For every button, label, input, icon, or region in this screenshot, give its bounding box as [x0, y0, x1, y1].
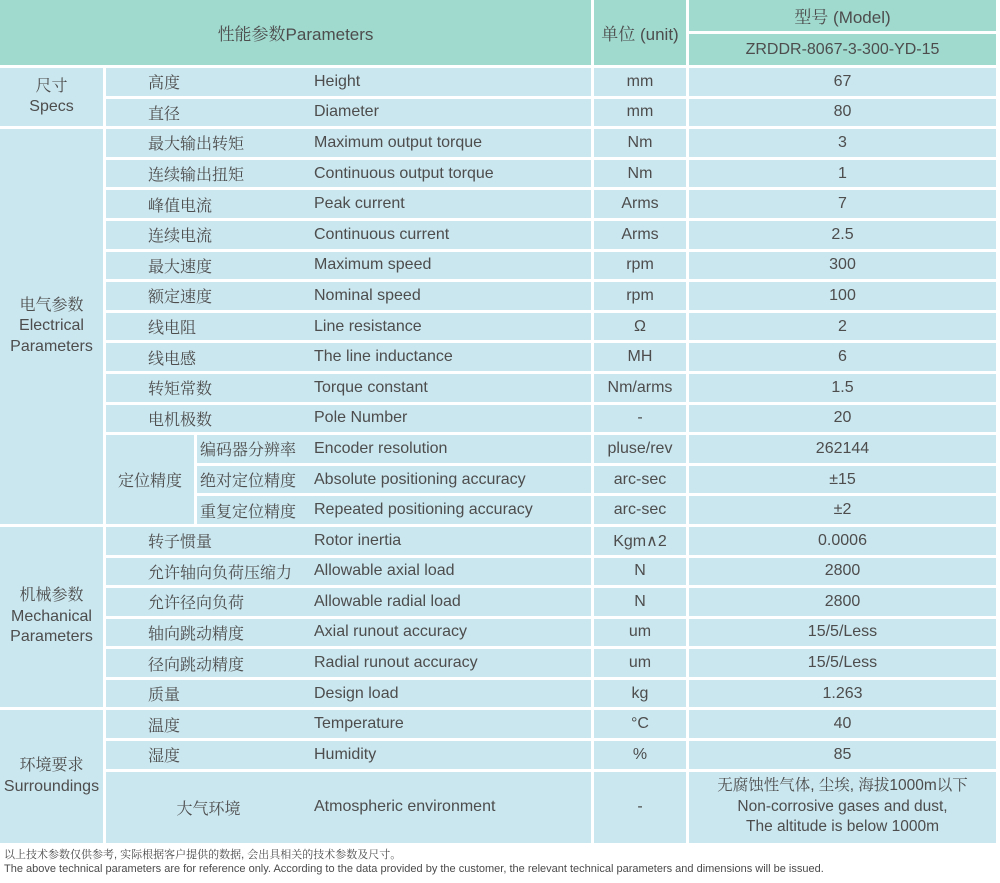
unit-cell: arc-sec — [594, 496, 686, 524]
unit-cell: pluse/rev — [594, 435, 686, 463]
value-cell: 1.5 — [689, 374, 996, 402]
param-en-label: Absolute positioning accuracy — [314, 470, 526, 488]
section-en-label: Surroundings — [3, 777, 100, 795]
param-cn-label: 直径 — [148, 105, 181, 123]
param-name-cell — [106, 619, 591, 647]
value-cell: 7 — [689, 190, 996, 218]
param-cn-label: 湿度 — [148, 748, 181, 766]
param-cn-label: 径向跳动精度 — [148, 656, 245, 674]
param-cn-label: 峰值电流 — [148, 197, 213, 215]
unit-cell: kg — [594, 680, 686, 708]
section-en-label: Specs — [29, 98, 74, 116]
param-en-label: Radial runout accuracy — [314, 654, 478, 672]
param-cn-label: 高度 — [148, 75, 181, 93]
param-name-cell — [106, 68, 591, 96]
param-name-cell — [106, 160, 591, 188]
param-en-label: Repeated positioning accuracy — [314, 501, 533, 519]
param-cn-label: 允许轴向负荷压缩力 — [148, 564, 293, 582]
param-en-label: Atmospheric environment — [314, 798, 496, 816]
unit-cell: Arms — [594, 221, 686, 249]
value-cell: 85 — [689, 741, 996, 769]
param-cn-label: 质量 — [148, 687, 181, 705]
footnote — [4, 848, 1000, 877]
value-cell: 1.263 — [689, 680, 996, 708]
unit-cell: mm — [594, 68, 686, 96]
param-cn-label: 最大速度 — [148, 258, 213, 276]
param-en-label: Temperature — [314, 715, 404, 733]
param-cn-label: 连续输出扭矩 — [148, 167, 245, 185]
param-cn-label: 编码器分辨率 — [200, 442, 297, 460]
section-cell-surroundings — [0, 710, 103, 842]
model-value: ZRDDR-8067-3-300-YD-15 — [689, 34, 996, 65]
section-cell-electrical — [0, 129, 103, 524]
param-en-label: Pole Number — [314, 409, 408, 427]
unit-cell: - — [594, 405, 686, 433]
value-cell: 40 — [689, 710, 996, 738]
param-en-label: Allowable axial load — [314, 562, 455, 580]
unit-cell: um — [594, 649, 686, 677]
param-name-cell — [106, 221, 591, 249]
section-cn-label: 环境要求 — [19, 757, 84, 775]
section-cn-label: 电气参数 — [19, 296, 84, 314]
param-cn-label: 转子惯量 — [148, 534, 213, 552]
unit-header: 单位 (unit) — [594, 0, 686, 65]
footnote-cn: 以上技术参数仅供参考, 实际根据客户提供的数据, 会出具相关的技术参数及尺寸。 — [4, 848, 402, 861]
unit-cell: % — [594, 741, 686, 769]
value-cell: 20 — [689, 405, 996, 433]
value-cell: 300 — [689, 252, 996, 280]
param-name-cell — [106, 527, 591, 555]
param-en-label: Maximum output torque — [314, 133, 483, 151]
param-en-label: Line resistance — [314, 317, 422, 335]
param-name-cell — [106, 282, 591, 310]
param-en-label: Maximum speed — [314, 256, 432, 274]
unit-cell: um — [594, 619, 686, 647]
param-name-cell — [106, 343, 591, 371]
value-cell: 15/5/Less — [689, 649, 996, 677]
param-name-cell — [106, 129, 591, 157]
unit-cell: arc-sec — [594, 466, 686, 494]
value-cell: 15/5/Less — [689, 619, 996, 647]
param-cn-label: 绝对定位精度 — [200, 473, 297, 491]
section-cn-label: 尺寸 — [35, 77, 68, 95]
param-cn-label: 温度 — [148, 717, 181, 735]
param-cn-label: 电机极数 — [148, 411, 213, 429]
unit-cell: rpm — [594, 282, 686, 310]
unit-cell: Kgm∧2 — [594, 527, 686, 555]
param-en-label: Design load — [314, 684, 399, 702]
param-name-cell — [106, 313, 591, 341]
param-en-label: Torque constant — [314, 378, 428, 396]
value-cell: 6 — [689, 343, 996, 371]
param-cn-label: 线电阻 — [148, 320, 197, 338]
param-en-label: Diameter — [314, 103, 379, 121]
param-en-label: Humidity — [314, 745, 377, 763]
value-cell: 100 — [689, 282, 996, 310]
value-cell: 80 — [689, 99, 996, 127]
section-en-label: Mechanical Parameters — [10, 607, 93, 646]
value-cell: 2800 — [689, 558, 996, 586]
param-name-cell — [106, 680, 591, 708]
value-cell: 0.0006 — [689, 527, 996, 555]
param-name-cell — [106, 710, 591, 738]
param-cn-label: 轴向跳动精度 — [148, 625, 245, 643]
param-cn-label: 额定速度 — [148, 289, 213, 307]
value-cell: 2 — [689, 313, 996, 341]
param-name-cell — [106, 558, 591, 586]
unit-cell: °C — [594, 710, 686, 738]
footnote-en: The above technical parameters are for reference only. According to the data provided by the customer, the relevant technical parameters and dimensions will be issued. — [4, 863, 824, 876]
param-name-cell — [106, 741, 591, 769]
unit-cell: - — [594, 772, 686, 843]
value-cell — [689, 772, 996, 843]
unit-cell: rpm — [594, 252, 686, 280]
param-en-label: Axial runout accuracy — [314, 623, 467, 641]
value-cell: ±15 — [689, 466, 996, 494]
param-en-label: Peak current — [314, 195, 405, 213]
unit-cell: Ω — [594, 313, 686, 341]
param-name-cell — [106, 588, 591, 616]
param-name-cell — [106, 252, 591, 280]
unit-cell: mm — [594, 99, 686, 127]
unit-cell: Nm/arms — [594, 374, 686, 402]
model-header: 型号 (Model) — [689, 0, 996, 31]
param-name-cell — [197, 435, 591, 463]
section-cell-mechanical — [0, 527, 103, 708]
section-cn-label: 机械参数 — [19, 587, 84, 605]
param-name-cell — [106, 190, 591, 218]
param-en-label: Allowable radial load — [314, 592, 461, 610]
unit-cell: N — [594, 558, 686, 586]
param-cn-label: 重复定位精度 — [200, 503, 297, 521]
param-cn-label: 线电感 — [148, 350, 197, 368]
param-cn-label: 允许径向负荷 — [148, 595, 245, 613]
section-en-label: Electrical Parameters — [10, 317, 93, 355]
value-line: Non-corrosive gases and dust, — [737, 797, 948, 815]
param-en-label: Continuous output torque — [314, 164, 494, 182]
param-name-cell — [106, 99, 591, 127]
value-line: 无腐蚀性气体, 尘埃, 海拔1000m以下 — [717, 777, 968, 795]
param-cn-label: 大气环境 — [176, 800, 241, 818]
value-cell: 67 — [689, 68, 996, 96]
param-cn-label: 连续电流 — [148, 228, 213, 246]
value-cell: ±2 — [689, 496, 996, 524]
param-name-cell — [197, 466, 591, 494]
param-name-cell — [106, 405, 591, 433]
group-cell-positioning-accuracy: 定位精度 — [106, 435, 194, 524]
unit-cell: MH — [594, 343, 686, 371]
param-name-cell — [197, 496, 591, 524]
value-cell: 1 — [689, 160, 996, 188]
unit-cell: Nm — [594, 160, 686, 188]
param-en-label: Rotor inertia — [314, 531, 402, 549]
param-name-cell — [106, 649, 591, 677]
param-cn-label: 转矩常数 — [148, 381, 213, 399]
value-cell: 2800 — [689, 588, 996, 616]
value-cell: 262144 — [689, 435, 996, 463]
param-name-cell — [106, 772, 591, 843]
param-name-cell — [106, 374, 591, 402]
param-en-label: Encoder resolution — [314, 439, 448, 457]
section-cell-specs — [0, 68, 103, 126]
param-en-label: Height — [314, 72, 361, 90]
value-cell: 3 — [689, 129, 996, 157]
param-en-label: Continuous current — [314, 225, 450, 243]
param-cn-label: 最大输出转矩 — [148, 136, 245, 154]
unit-cell: Nm — [594, 129, 686, 157]
value-cell: 2.5 — [689, 221, 996, 249]
parameters-header: 性能参数Parameters — [0, 0, 591, 65]
param-en-label: The line inductance — [314, 348, 453, 366]
unit-cell: Arms — [594, 190, 686, 218]
unit-cell: N — [594, 588, 686, 616]
value-line: The altitude is below 1000m — [745, 818, 939, 836]
param-en-label: Nominal speed — [314, 286, 421, 304]
